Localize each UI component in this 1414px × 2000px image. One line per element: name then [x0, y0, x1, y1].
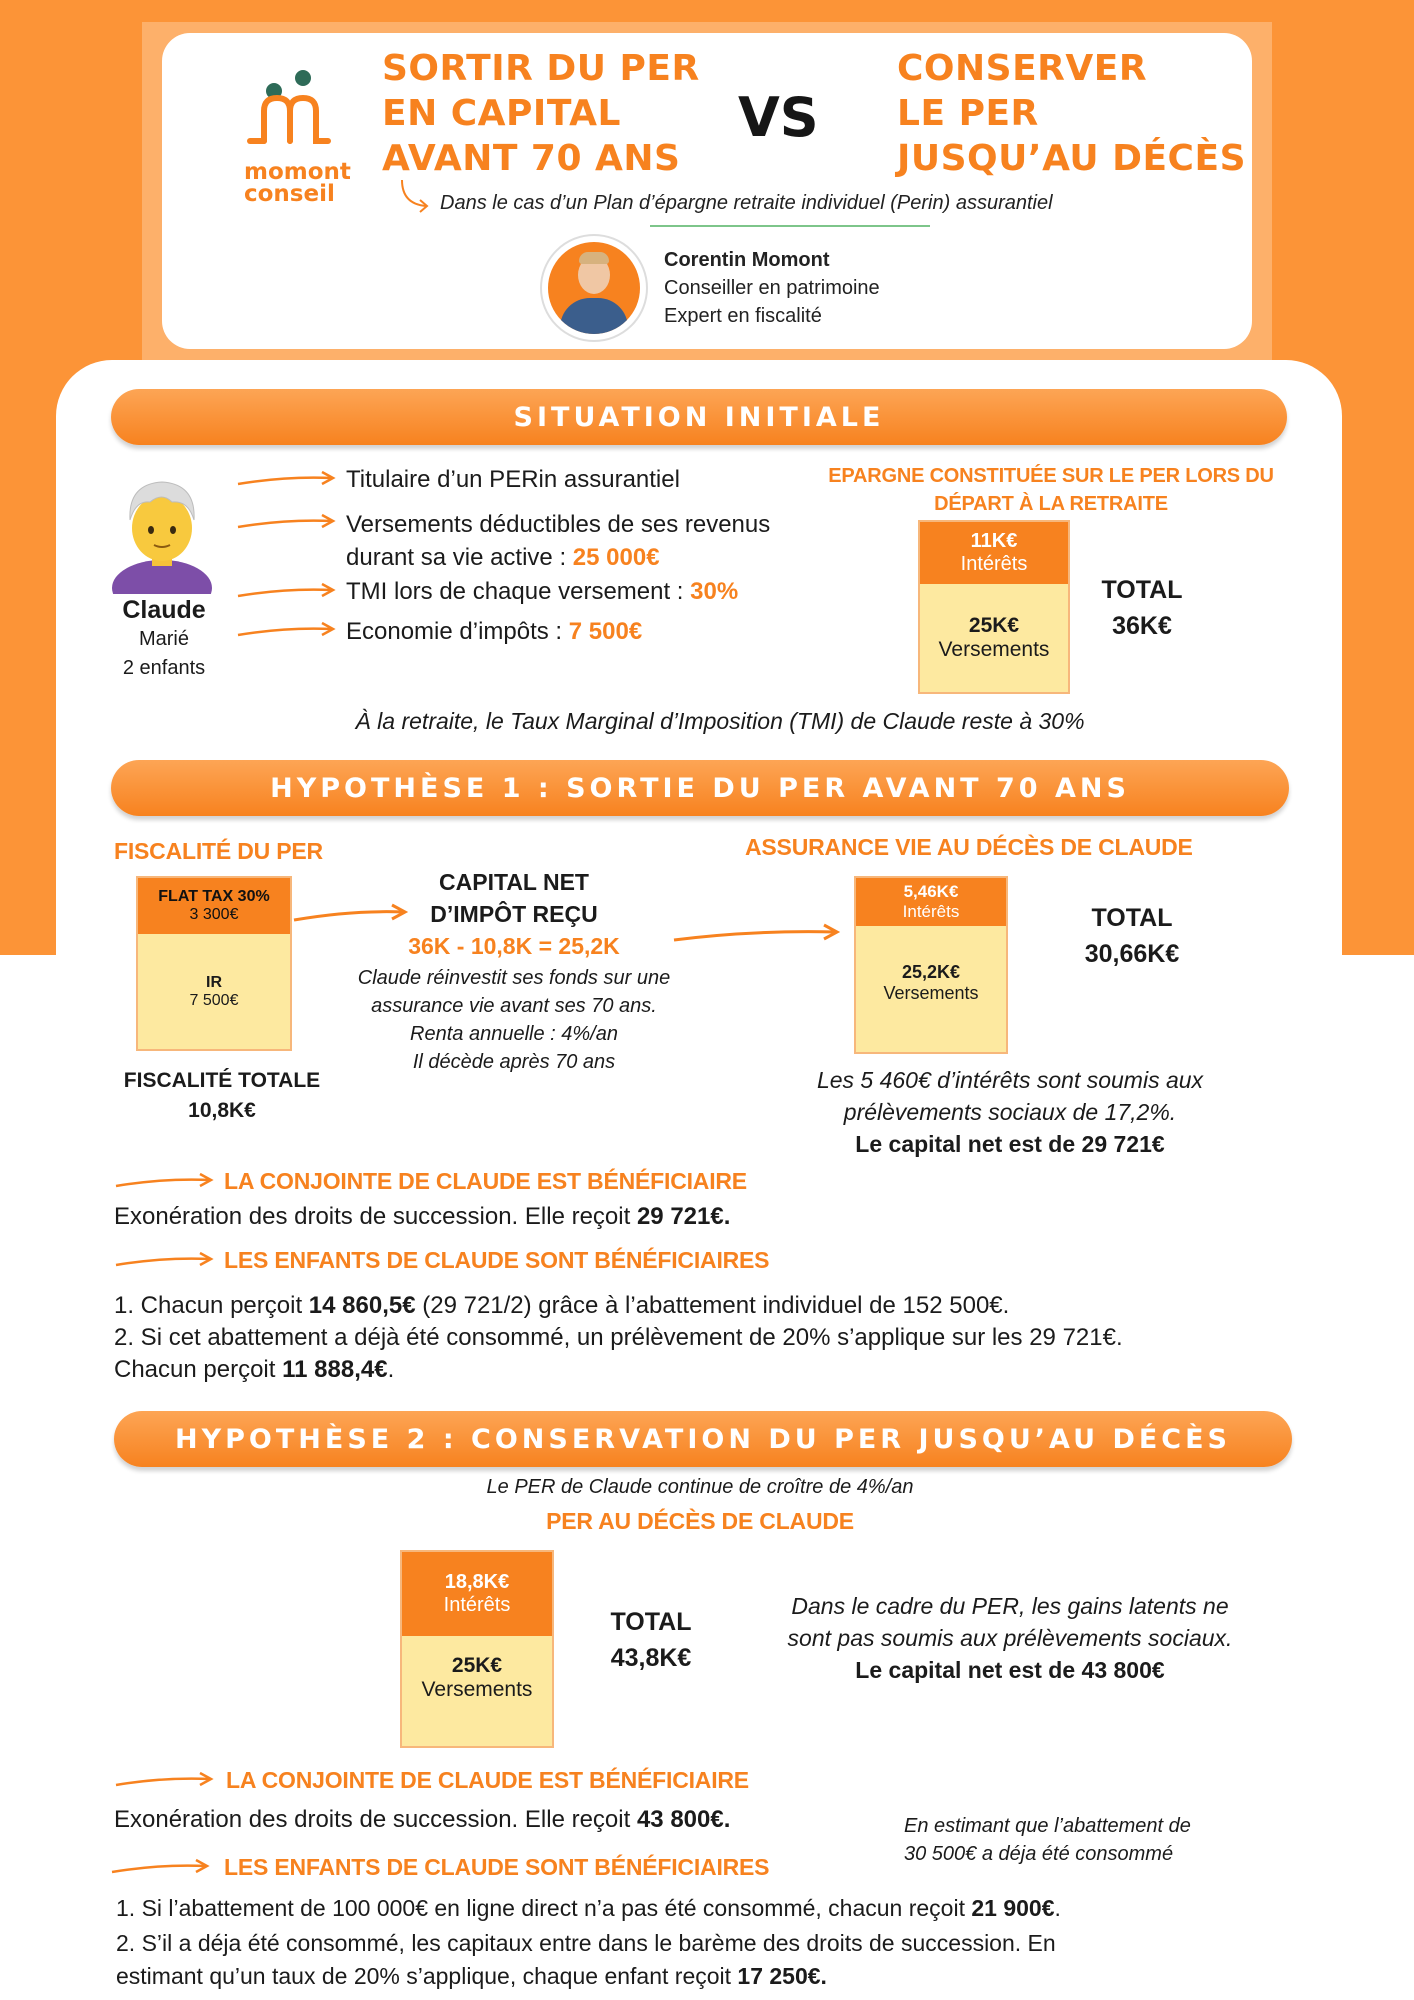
hyp2-side-note — [904, 1812, 1191, 1868]
right-title — [897, 46, 1246, 181]
children-line-1 — [116, 1892, 1306, 1925]
header-subtitle: Dans le cas d’un Plan d’épargne retraite individuel (Perin) assurantiel — [440, 192, 1053, 214]
total-label: TOTAL — [610, 1608, 692, 1636]
amount: 11 888,4€ — [282, 1356, 388, 1383]
capital-description — [318, 964, 710, 1076]
text-part: . — [1054, 1895, 1061, 1921]
flat-tax-value: FLAT TAX 30% — [158, 888, 270, 905]
green-divider — [650, 225, 930, 227]
note-line: sont pas soumis aux prélèvements sociaux. — [787, 1625, 1233, 1651]
person-avatar-icon — [110, 476, 214, 594]
total-value: 43,8K€ — [610, 1644, 692, 1672]
bullet-highlight: 30% — [690, 578, 739, 605]
advisor-info — [664, 246, 880, 330]
momont-logo — [240, 66, 355, 206]
interest-label: Intérêts — [902, 902, 960, 921]
flat-tax-amount: 3 300€ — [189, 906, 239, 923]
text-part: . — [387, 1356, 395, 1383]
logo-text-momont: momont — [244, 159, 351, 185]
life-insurance-note — [760, 1064, 1260, 1160]
life-insurance-stacked-box — [854, 876, 1008, 1054]
left-title-line: AVANT 70 ANS — [382, 138, 681, 179]
side-note-line: En estimant que l’abattement de — [904, 1815, 1191, 1837]
deposits-value: 25K€ — [451, 1654, 503, 1677]
advisor-expertise: Expert en fiscalité — [664, 305, 822, 327]
text-part: (29 721/2) grâce à l’abattement individuel de 152 500€. — [422, 1292, 1010, 1319]
children-line-3 — [114, 1354, 1294, 1386]
arrow-icon — [236, 582, 336, 602]
bullet-highlight: 25 000€ — [572, 544, 660, 571]
interest-segment — [856, 878, 1006, 926]
person-status: Marié — [138, 628, 189, 650]
text-part: estimant qu’un taux de 20% s’applique, chaque enfant reçoit — [116, 1963, 732, 1989]
note-line: Dans le cadre du PER, les gains latents ne — [791, 1593, 1229, 1619]
vs-label: VS — [738, 86, 819, 149]
arrow-icon — [110, 1858, 210, 1878]
total-value: 36K€ — [1112, 612, 1172, 640]
hyp2-per-title: PER AU DÉCÈS DE CLAUDE — [546, 1508, 854, 1534]
arrow-icon — [114, 1172, 214, 1192]
interest-value: 5,46K€ — [903, 882, 959, 901]
logo-icon — [240, 66, 355, 156]
interest-segment — [402, 1552, 552, 1636]
person-children: 2 enfants — [122, 657, 206, 679]
left-title-line: EN CAPITAL — [382, 93, 621, 134]
capital-text-line: Renta annuelle : 4%/an — [410, 1023, 618, 1045]
capital-text-line: Il décède après 70 ans — [412, 1051, 616, 1073]
situation-note: À la retraite, le Taux Marginal d’Imposition (TMI) de Claude reste à 30% — [355, 708, 1085, 734]
capital-title-line: D’IMPÔT REÇU — [430, 901, 598, 927]
children-line-3 — [116, 1960, 1306, 1993]
deposits-label: Versements — [883, 983, 979, 1003]
left-title-line: SORTIR DU PER — [382, 48, 700, 89]
deposits-segment — [856, 926, 1006, 1052]
ir-label: IR — [206, 973, 222, 991]
hyp1-children-text — [114, 1290, 1294, 1386]
situation-banner: SITUATION INITIALE — [111, 389, 1287, 445]
spouse-amount: 29 721€. — [636, 1203, 731, 1230]
hypothesis-1-banner: HYPOTHÈSE 1 : SORTIE DU PER AVANT 70 ANS — [111, 760, 1289, 816]
flat-tax-segment — [138, 878, 290, 934]
ir-segment — [138, 934, 290, 1049]
bullet-text: Economie d’impôts : — [346, 618, 563, 645]
total-label: TOTAL — [1101, 576, 1183, 604]
spouse-text: Exonération des droits de succession. Elle reçoit — [114, 1806, 631, 1833]
capital-text-line: Claude réinvestit ses fonds sur une — [357, 967, 671, 989]
bullet-text: TMI lors de chaque versement : — [346, 578, 684, 605]
right-title-line: JUSQU’AU DÉCÈS — [897, 138, 1246, 179]
interest-value: 18,8K€ — [444, 1571, 510, 1593]
fiscal-total-label: FISCALITÉ TOTALE — [123, 1069, 321, 1092]
amount: 21 900€ — [971, 1895, 1055, 1921]
arrow-icon — [114, 1771, 214, 1791]
capital-net-block — [318, 866, 710, 1076]
hyp1-children-title: LES ENFANTS DE CLAUDE SONT BÉNÉFICIAIRES — [224, 1247, 770, 1273]
situation-bullet-3 — [346, 578, 738, 606]
interest-value: 11K€ — [970, 530, 1018, 552]
deposits-label: Versements — [938, 638, 1050, 661]
arrow-icon — [236, 513, 336, 533]
text-part: Chacun perçoit — [114, 1356, 276, 1383]
hyp2-children-text — [116, 1892, 1306, 1993]
hyp2-note — [740, 1590, 1280, 1686]
ir-amount: 7 500€ — [189, 991, 239, 1009]
hyp1-spouse-text — [114, 1203, 730, 1231]
hyp2-total — [586, 1604, 716, 1676]
right-title-line: CONSERVER — [897, 48, 1148, 89]
savings-stacked-box — [918, 520, 1070, 694]
savings-title-line: DÉPART À LA RETRAITE — [934, 493, 1168, 515]
hyp2-intro: Le PER de Claude continue de croître de 4%/an — [486, 1476, 914, 1498]
fiscal-stacked-box — [136, 876, 292, 1051]
bullet-text: Versements déductibles de ses revenus durant sa vie active : — [346, 511, 771, 571]
situation-bullet-1 — [346, 466, 680, 494]
deposits-value: 25,2K€ — [901, 962, 961, 982]
capital-text-line: assurance vie avant ses 70 ans. — [371, 995, 657, 1017]
spouse-text: Exonération des droits de succession. Elle reçoit — [114, 1203, 631, 1230]
arrow-icon — [672, 920, 844, 946]
bullet-highlight: 7 500€ — [568, 618, 643, 645]
text-part: 1. Chacun perçoit — [114, 1292, 303, 1319]
right-title-line: LE PER — [897, 93, 1039, 134]
net-capital: Le capital net est de 43 800€ — [855, 1657, 1165, 1683]
hypothesis-2-banner: HYPOTHÈSE 2 : CONSERVATION DU PER JUSQU’AU DÉCÈS — [114, 1411, 1292, 1467]
children-line-2: 2. S’il a déja été consommé, les capitaux entre dans le barème des droits de succession. En — [116, 1930, 1056, 1956]
interest-label: Intérêts — [960, 553, 1028, 575]
text-part: 1. Si l’abattement de 100 000€ en ligne direct n’a pas été consommé, chacun reçoit — [116, 1895, 965, 1921]
arrow-icon — [236, 470, 336, 490]
fiscal-title: FISCALITÉ DU PER — [114, 838, 323, 864]
left-title — [382, 46, 700, 181]
savings-title-line: EPARGNE CONSTITUÉE SUR LE PER LORS DU — [828, 465, 1274, 487]
amount: 14 860,5€ — [308, 1292, 416, 1319]
deposits-label: Versements — [421, 1678, 533, 1701]
life-insurance-title: ASSURANCE VIE AU DÉCÈS DE CLAUDE — [745, 834, 1193, 860]
capital-title-line: CAPITAL NET — [439, 869, 589, 895]
hyp1-total — [1060, 900, 1204, 972]
person-name: Claude — [122, 596, 206, 624]
children-line-1 — [114, 1290, 1294, 1322]
situation-bullet-4 — [346, 618, 642, 646]
deposits-value: 25K€ — [968, 614, 1020, 637]
capital-calculation: 36K - 10,8K = 25,2K — [408, 933, 620, 959]
arrow-icon — [236, 621, 336, 641]
interest-segment — [920, 522, 1068, 584]
person-info — [98, 596, 230, 683]
hyp1-spouse-title: LA CONJOINTE DE CLAUDE EST BÉNÉFICIAIRE — [224, 1168, 747, 1194]
situation-total — [1096, 572, 1188, 644]
bullet-text: Titulaire d’un PERin assurantiel — [346, 466, 680, 493]
spouse-amount: 43 800€. — [636, 1806, 731, 1833]
avatar-photo — [548, 242, 640, 334]
fiscal-total — [114, 1066, 330, 1126]
curved-arrow-icon — [398, 178, 432, 216]
deposits-segment — [920, 584, 1068, 692]
advisor-role: Conseiller en patrimoine — [664, 277, 880, 299]
net-capital: Le capital net est de 29 721€ — [855, 1131, 1165, 1157]
children-line-2: 2. Si cet abattement a déjà été consommé, un prélèvement de 20% s’applique sur les 29 721€. — [114, 1324, 1123, 1351]
note-line: Les 5 460€ d’intérêts sont soumis aux — [816, 1067, 1204, 1093]
amount: 17 250€. — [737, 1963, 827, 1989]
note-line: prélèvements sociaux de 17,2%. — [843, 1099, 1177, 1125]
per-death-stacked-box — [400, 1550, 554, 1748]
total-value: 30,66K€ — [1084, 940, 1180, 968]
fiscal-total-value: 10,8K€ — [188, 1099, 256, 1122]
deposits-segment — [402, 1636, 552, 1746]
side-note-line: 30 500€ a déja été consommé — [904, 1843, 1174, 1865]
hyp2-children-title: LES ENFANTS DE CLAUDE SONT BÉNÉFICIAIRES — [224, 1854, 770, 1880]
interest-label: Intérêts — [443, 1594, 511, 1616]
advisor-avatar — [540, 234, 648, 342]
hyp2-spouse-text — [114, 1806, 730, 1834]
savings-title — [815, 462, 1287, 518]
logo-text-conseil: conseil — [244, 181, 335, 207]
total-label: TOTAL — [1091, 904, 1173, 932]
advisor-name: Corentin Momont — [664, 249, 830, 271]
arrow-icon — [114, 1251, 214, 1271]
hyp2-spouse-title: LA CONJOINTE DE CLAUDE EST BÉNÉFICIAIRE — [226, 1767, 749, 1793]
situation-bullet-2 — [346, 508, 816, 574]
